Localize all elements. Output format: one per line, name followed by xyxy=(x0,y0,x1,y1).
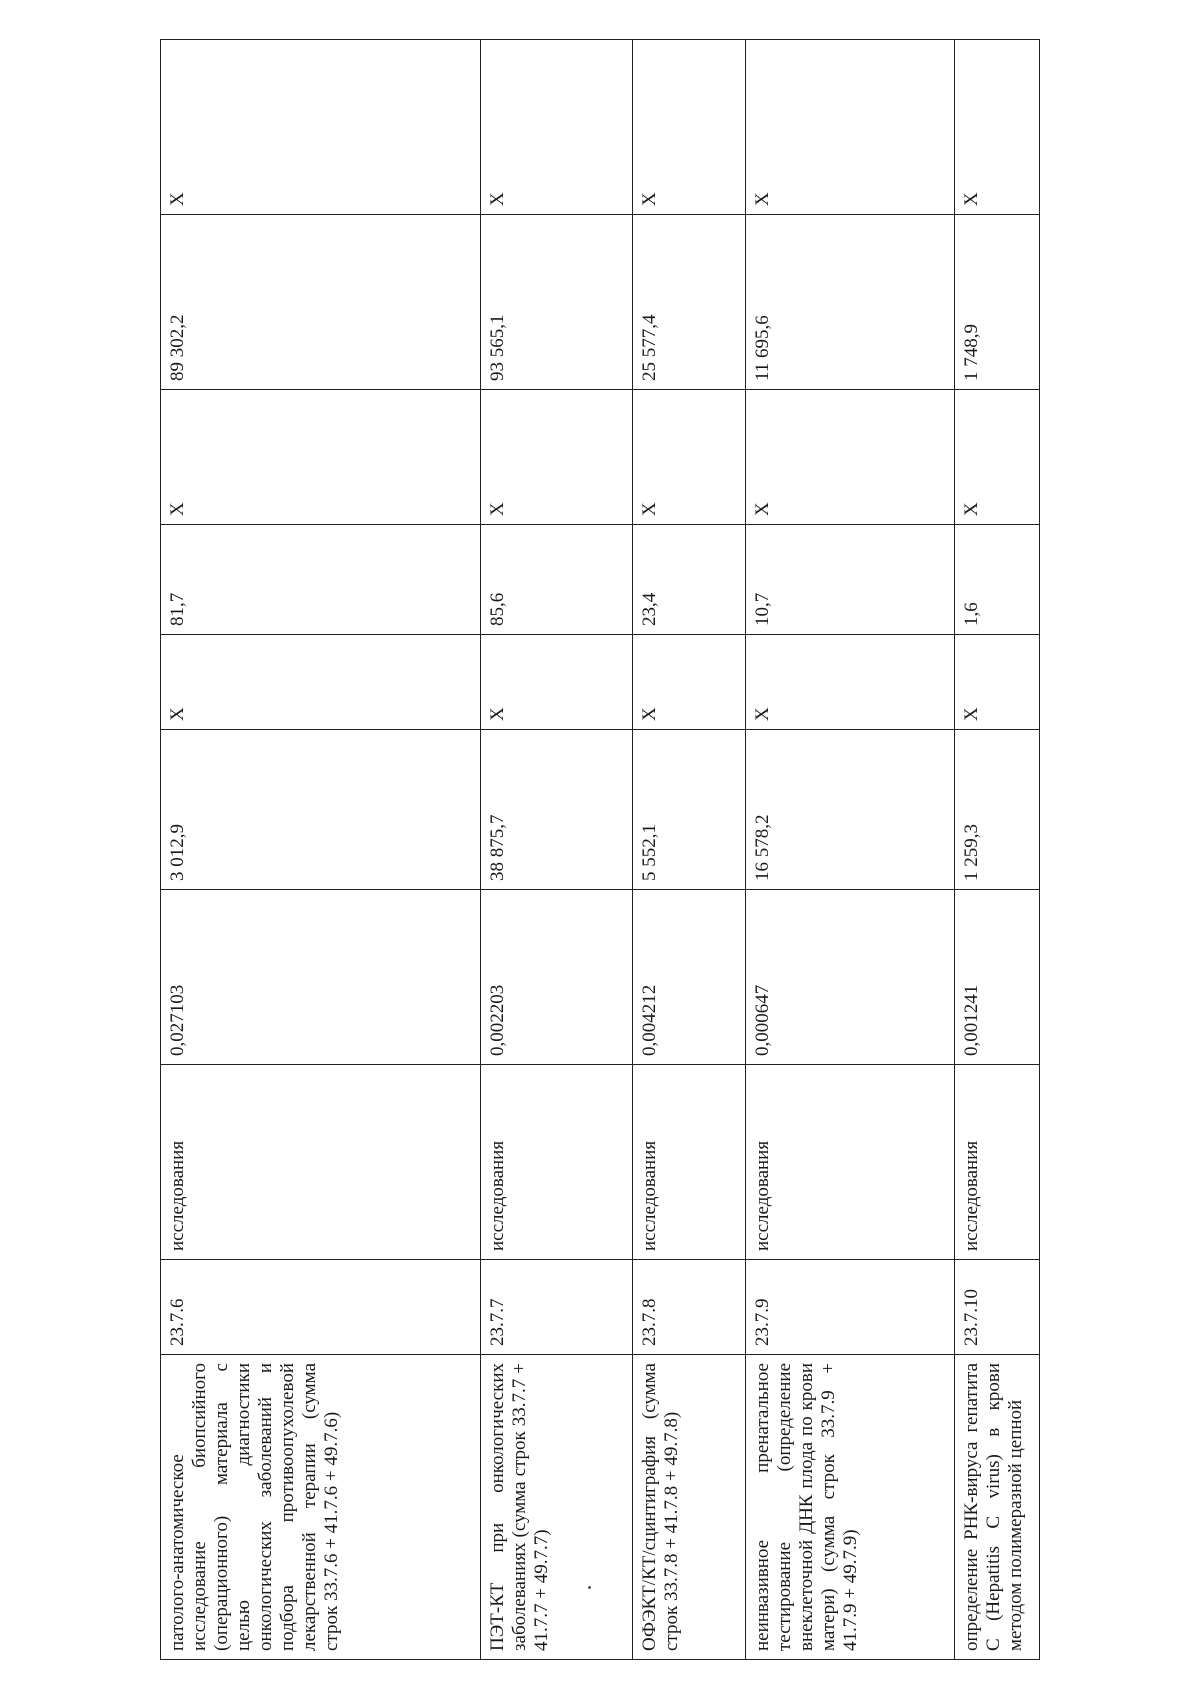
value-cell: X xyxy=(161,390,481,525)
value-cell: 81,7 xyxy=(161,525,481,635)
norm-cell: 0,000647 xyxy=(745,890,954,1065)
table-row xyxy=(161,40,481,1660)
value-cell: X xyxy=(632,40,745,215)
value-cell: X xyxy=(632,635,745,730)
row-code-cell: 23.7.6 xyxy=(161,1260,481,1355)
value-cell: X xyxy=(480,390,632,525)
row-code-cell: 23.7.10 xyxy=(955,1260,1040,1355)
cost-cell: 38 875,7 xyxy=(480,730,632,890)
value-cell: 1 748,9 xyxy=(955,215,1040,390)
value-cell: 93 565,1 xyxy=(480,215,632,390)
tariff-table xyxy=(160,39,1040,1660)
row-code-cell: 23.7.7 xyxy=(480,1260,632,1355)
scan-speck xyxy=(588,1586,591,1589)
value-cell: X xyxy=(480,40,632,215)
value-cell: X xyxy=(955,40,1040,215)
value-cell: 23,4 xyxy=(632,525,745,635)
cost-cell: 16 578,2 xyxy=(745,730,954,890)
table-row xyxy=(745,40,954,1660)
norm-cell: 0,002203 xyxy=(480,890,632,1065)
norm-cell: 0,004212 xyxy=(632,890,745,1065)
service-name-cell: неинвазивное пренатальное тестирование (определение внеклеточной ДНК плода по крови матери) (сумма строк 33.7.9 + 41.7.9 + 49.7.9) xyxy=(745,1355,954,1660)
table-row xyxy=(632,40,745,1660)
service-name-cell: ПЭТ-КТ при онкологических заболеваниях (сумма строк 33.7.7 + 41.7.7 + 49.7.7) xyxy=(480,1355,632,1660)
unit-cell: исследования xyxy=(480,1065,632,1260)
cost-cell: 3 012,9 xyxy=(161,730,481,890)
unit-cell: исследования xyxy=(745,1065,954,1260)
unit-cell: исследования xyxy=(161,1065,481,1260)
value-cell: 11 695,6 xyxy=(745,215,954,390)
unit-cell: исследования xyxy=(632,1065,745,1260)
table-row xyxy=(480,40,632,1660)
service-name-cell: ОФЭКТ/КТ/сцинтиграфия (сумма строк 33.7.8 + 41.7.8 + 49.7.8) xyxy=(632,1355,745,1660)
value-cell: X xyxy=(161,40,481,215)
value-cell: 89 302,2 xyxy=(161,215,481,390)
norm-cell: 0,027103 xyxy=(161,890,481,1065)
value-cell: X xyxy=(745,40,954,215)
table-row xyxy=(955,40,1040,1660)
value-cell: X xyxy=(632,390,745,525)
value-cell: 85,6 xyxy=(480,525,632,635)
value-cell: 10,7 xyxy=(745,525,954,635)
service-name-cell: определение РНК-вируса гепатита С (Hepatitis C virus) в крови методом полимеразной цепной xyxy=(955,1355,1040,1660)
value-cell: X xyxy=(161,635,481,730)
cost-cell: 1 259,3 xyxy=(955,730,1040,890)
row-code-cell: 23.7.8 xyxy=(632,1260,745,1355)
value-cell: X xyxy=(955,635,1040,730)
norm-cell: 0,001241 xyxy=(955,890,1040,1065)
row-code-cell: 23.7.9 xyxy=(745,1260,954,1355)
cost-cell: 5 552,1 xyxy=(632,730,745,890)
service-name-cell: патолого-анатомическое исследование биопсийного (операционного) материала с целью диагностики онкологических заболеваний и подбора противоопухолевой лекарственной терапии (сумма строк 33.7.6 + 41.7.6 + 49.7.6) xyxy=(161,1355,481,1660)
value-cell: X xyxy=(955,390,1040,525)
value-cell: X xyxy=(745,390,954,525)
rotated-table-container xyxy=(160,40,1040,1660)
value-cell: X xyxy=(480,635,632,730)
value-cell: 25 577,4 xyxy=(632,215,745,390)
value-cell: 1,6 xyxy=(955,525,1040,635)
unit-cell: исследования xyxy=(955,1065,1040,1260)
value-cell: X xyxy=(745,635,954,730)
